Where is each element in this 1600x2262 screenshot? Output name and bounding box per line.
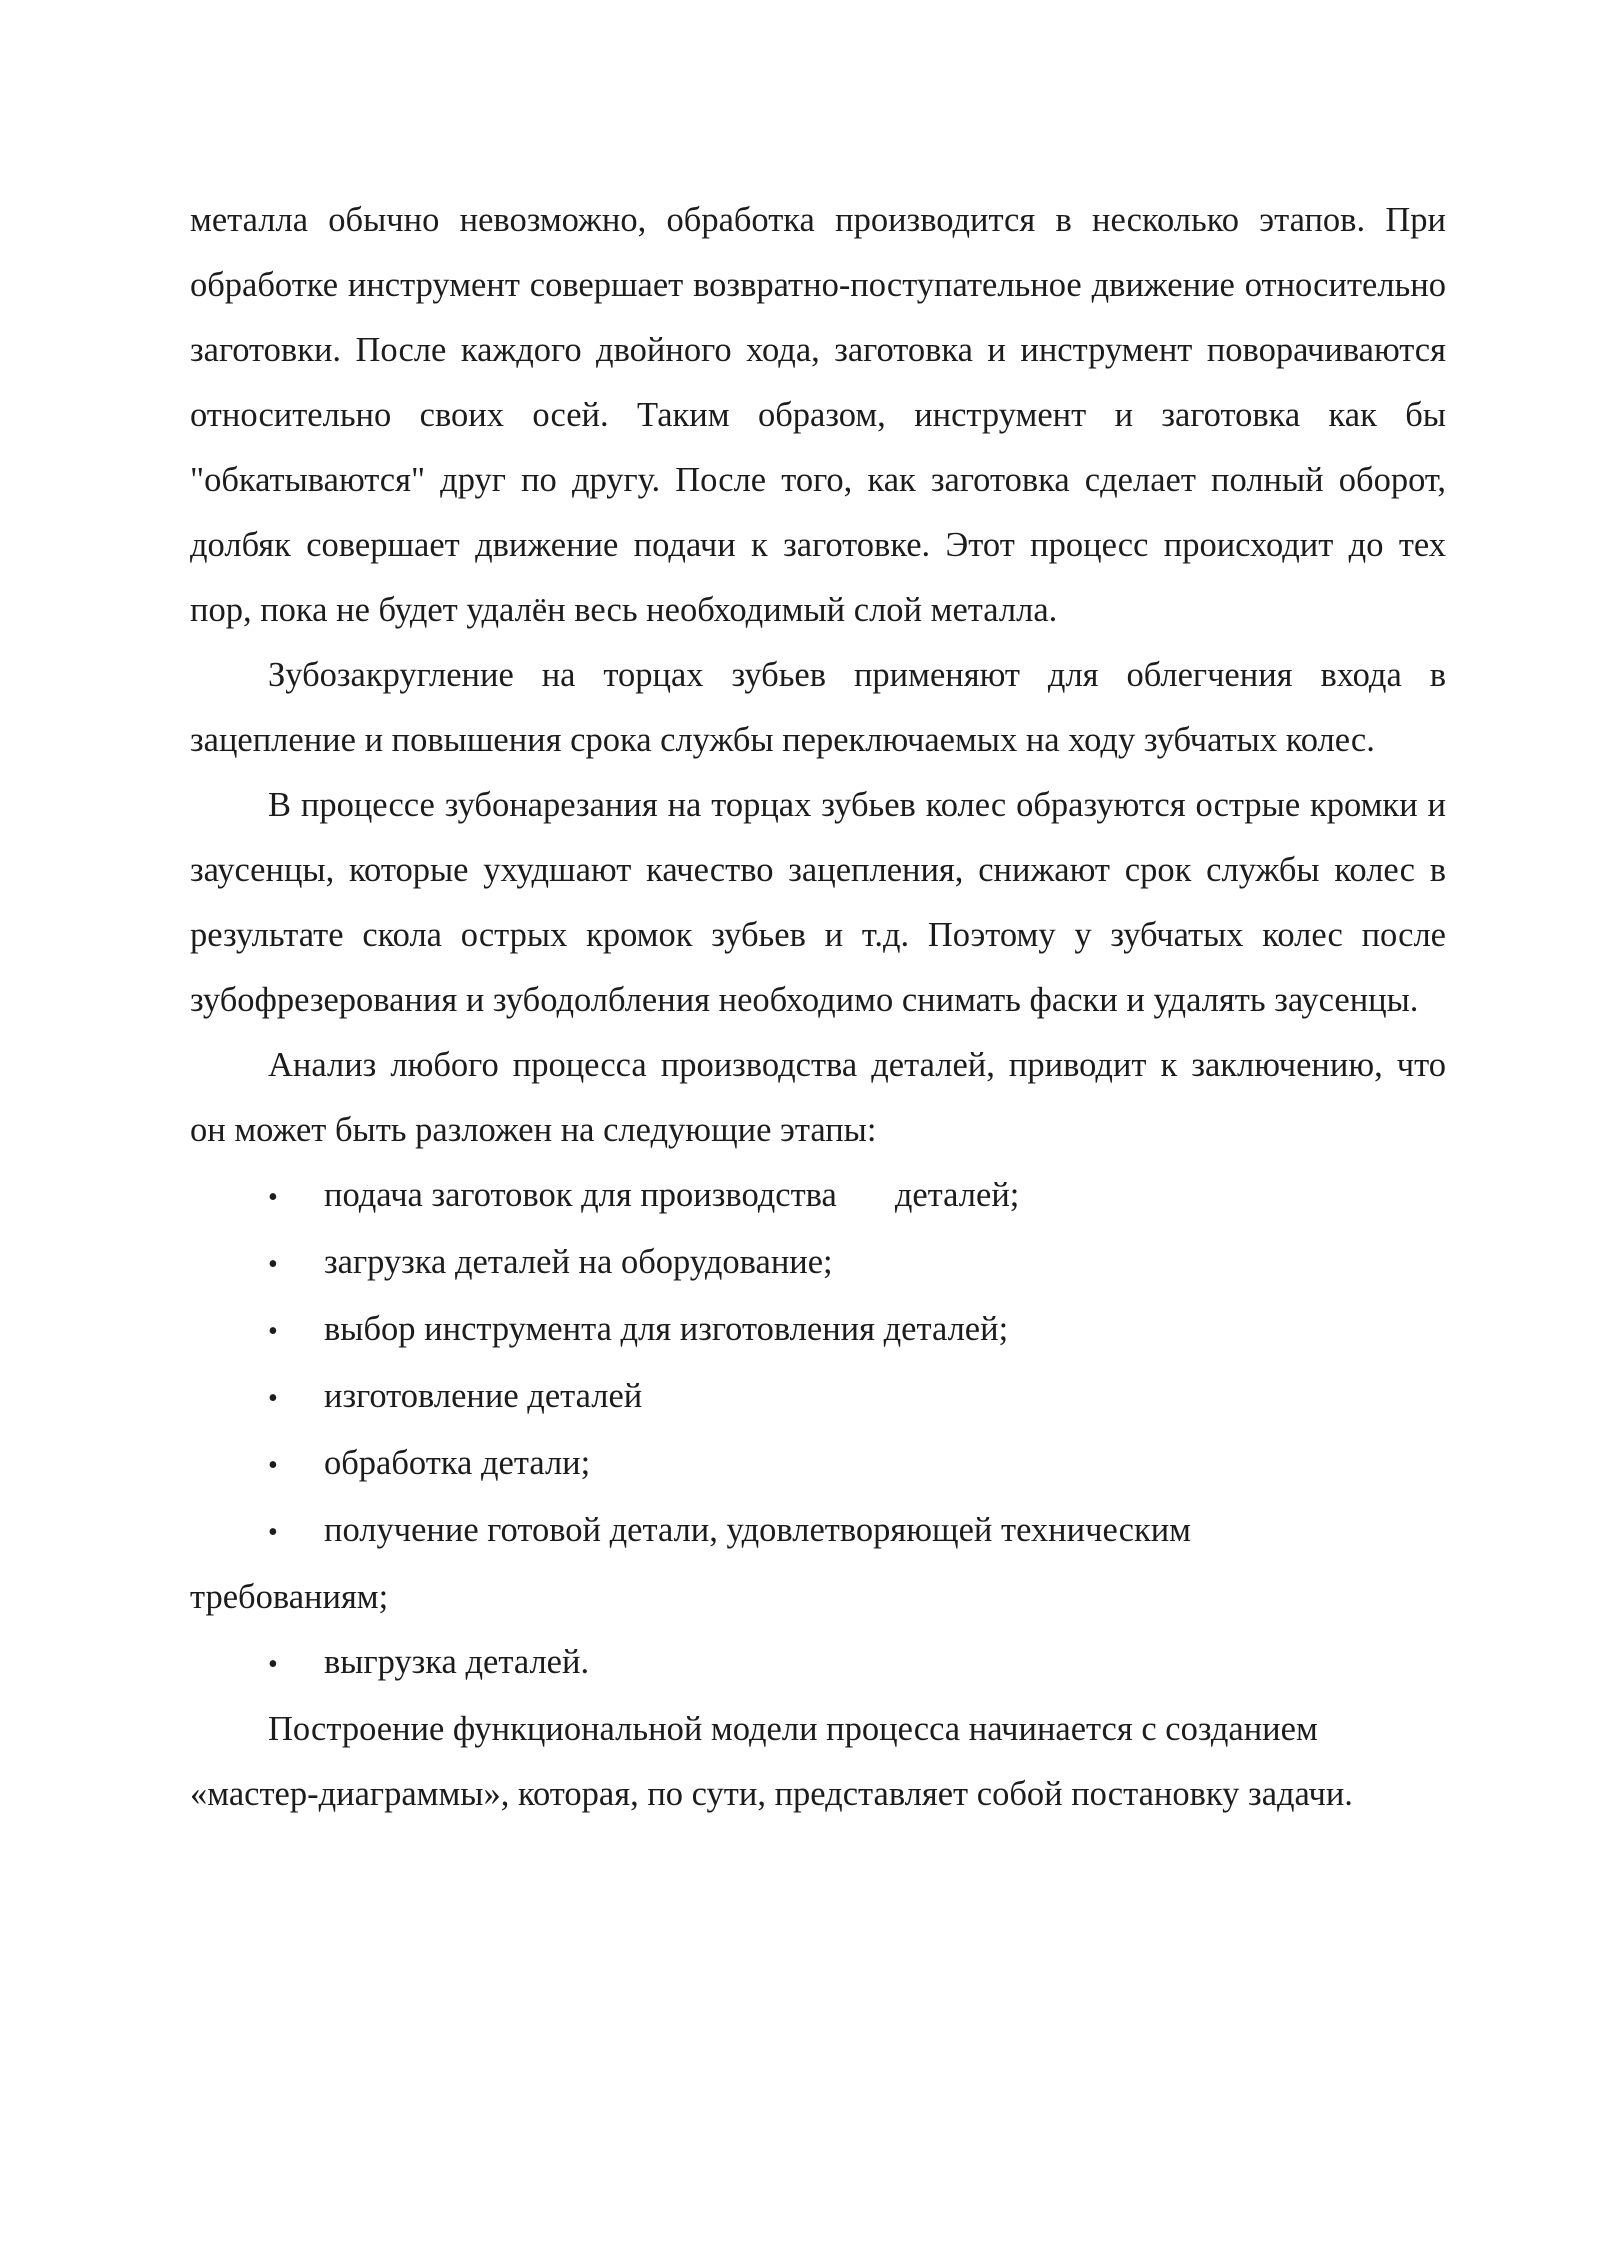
bullet-icon: • — [268, 1383, 278, 1414]
bullet-icon: • — [268, 1649, 278, 1680]
list-item-text: изготовление деталей — [324, 1377, 643, 1415]
bullet-icon: • — [268, 1182, 278, 1213]
bullet-icon: • — [268, 1517, 278, 1548]
document-page — [190, 188, 1446, 1827]
list-item — [190, 1163, 1446, 1230]
list-item — [190, 1230, 1446, 1297]
list-item — [190, 1498, 1446, 1630]
list-item-text: подача заготовок для производства — [324, 1176, 837, 1214]
list-item — [190, 1364, 1446, 1431]
bullet-icon: • — [268, 1316, 278, 1347]
list-item-continuation: требованиям; — [190, 1578, 389, 1616]
list-item-tail: деталей; — [894, 1176, 1020, 1214]
stages-list — [190, 1163, 1446, 1697]
list-item-text: выгрузка деталей. — [324, 1643, 590, 1681]
list-item — [190, 1431, 1446, 1498]
bullet-icon: • — [268, 1450, 278, 1481]
paragraph-analysis: Анализ любого процесса производства деталей, приводит к заключению, что он может быть разложен на следующие этапы: — [190, 1046, 1446, 1149]
list-item — [190, 1630, 1446, 1697]
bullet-icon: • — [268, 1249, 278, 1280]
paragraph-closing: Построение функциональной модели процесса начинается с созданием «мастер-диаграммы», которая, по сути, представляет собой постановку задачи. — [190, 1710, 1353, 1813]
list-item-text: получение готовой детали, удовлетворяющей техническим — [324, 1511, 1191, 1549]
paragraph-burrs: В процессе зубонарезания на торцах зубьев колес образуются острые кромки и заусенцы, которые ухудшают качество зацепления, снижают срок службы колес в результате скола острых кромок зубьев и т.д. Поэтому у зубчатых колес после зубофрезерования и зубодолбления необходимо снимать фаски и удалять заусенцы. — [190, 786, 1446, 1019]
paragraph-tooth-rounding: Зубозакругление на торцах зубьев применяют для облегчения входа в зацепление и повышения срока службы переключаемых на ходу зубчатых колес. — [190, 656, 1446, 759]
list-item-text: обработка детали; — [324, 1444, 591, 1482]
list-item-text: загрузка деталей на оборудование; — [324, 1243, 833, 1281]
paragraph-process-description: металла обычно невозможно, обработка производится в несколько этапов. При обработке инструмент совершает возвратно-поступательное движение относительно заготовки. После каждого двойного хода, заготовка и инструмент поворачиваются относительно своих осей. Таким образом, инструмент и заготовка как бы "обкатываются" друг по другу. После того, как заготовка сделает полный оборот, долбяк совершает движение подачи к заготовке. Этот процесс происходит до тех пор, пока не будет удалён весь необходимый слой металла. — [190, 201, 1446, 629]
list-item — [190, 1297, 1446, 1364]
list-item-text: выбор инструмента для изготовления деталей; — [324, 1310, 1009, 1348]
